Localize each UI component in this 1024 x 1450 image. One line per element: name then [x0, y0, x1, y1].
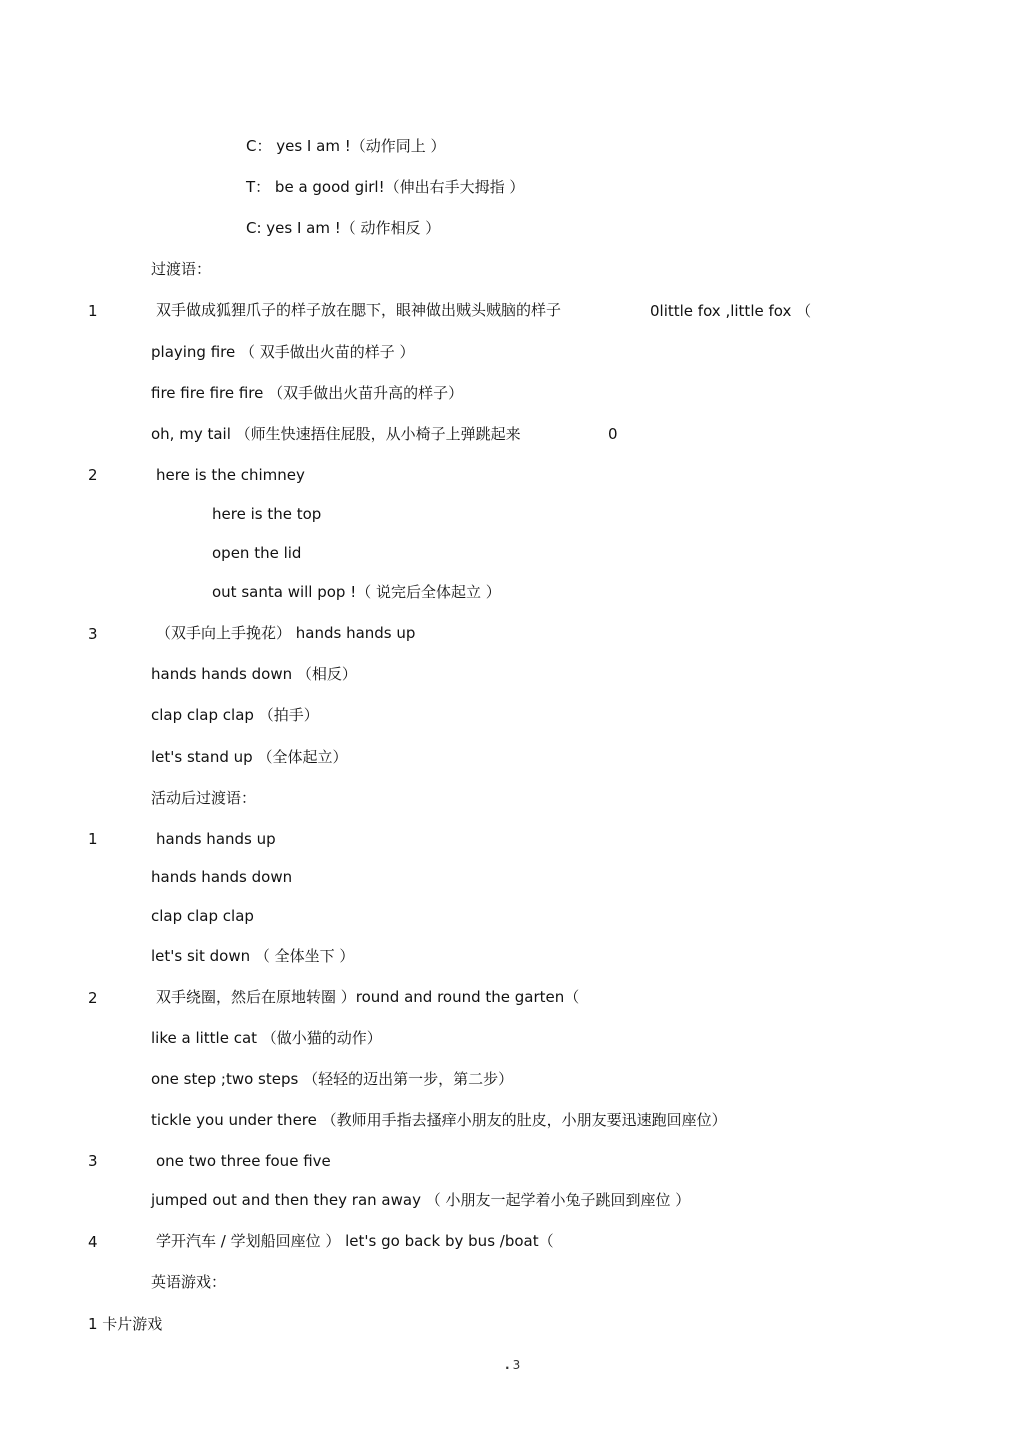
list-item-text: 双手绕圈，然后在原地转圈 ）round and round the garten（ [156, 988, 580, 1006]
list-item-text: playing fire （ 双手做出火苗的样子 ） [151, 343, 415, 361]
list-item-text: jumped out and then they ran away （ 小朋友一起学着小兔子跳回到座位 ） [151, 1191, 691, 1209]
page-dot: . [505, 1358, 510, 1372]
list-item-text: hands hands down [151, 868, 293, 886]
item-number-1: 1 [88, 830, 98, 848]
section-heading-transition: 过渡语： [151, 260, 212, 278]
dialogue-line-c-2: C: yes I am !（ 动作相反 ） [246, 219, 441, 237]
list-item-text: 学开汽车 / 学划船回座位 ） let's go back by bus /boat（ [156, 1232, 554, 1250]
dialogue-line-t: T： be a good girl!（伸出右手大拇指 ） [246, 178, 525, 196]
section-heading-english-games: 英语游戏： [151, 1273, 227, 1291]
item-number-3: 3 [88, 625, 98, 643]
list-item-text: one two three foue five [156, 1152, 331, 1170]
list-item-text: hands hands down （相反） [151, 665, 357, 683]
list-item-text: 0 [608, 425, 618, 443]
list-item-text: out santa will pop !（ 说完后全体起立 ） [212, 583, 501, 601]
page-footer [505, 1358, 520, 1372]
list-item-text: fire fire fire fire （双手做出火苗升高的样子） [151, 384, 464, 402]
list-item-text: tickle you under there （教师用手指去搔痒小朋友的肚皮，小朋友要迅速跑回座位） [151, 1111, 727, 1129]
list-item-text: 双手做成狐狸爪子的样子放在腮下，眼神做出贼头贼脑的样子 [156, 301, 562, 319]
list-item-text: one step ;two steps （轻轻的迈出第一步，第二步） [151, 1070, 514, 1088]
item-number-1: 1 [88, 302, 98, 320]
subsection-heading-card-game: 1 卡片游戏 [88, 1315, 163, 1333]
list-item-text: clap clap clap [151, 907, 254, 925]
list-item-text: hands hands up [156, 830, 276, 848]
list-item-text: here is the top [212, 505, 322, 523]
dialogue-line-c-1: C： yes I am !（动作同上 ） [246, 137, 446, 155]
list-item-text: here is the chimney [156, 466, 305, 484]
list-item-text: oh, my tail （师生快速捂住屁股，从小椅子上弹跳起来 [151, 425, 521, 443]
item-number-2: 2 [88, 989, 98, 1007]
item-number-4: 4 [88, 1233, 98, 1251]
section-heading-after-activity: 活动后过渡语： [151, 789, 257, 807]
list-item-text: let's sit down （ 全体坐下 ） [151, 947, 355, 965]
item-number-3: 3 [88, 1152, 98, 1170]
list-item-text: let's stand up （全体起立） [151, 748, 348, 766]
list-item-text: （双手向上手挽花） hands hands up [156, 624, 416, 642]
list-item-text: open the lid [212, 544, 302, 562]
page-number: 3 [512, 1358, 521, 1372]
list-item-text: clap clap clap （拍手） [151, 706, 319, 724]
list-item-text: 0little fox ,little fox （ [650, 302, 812, 320]
item-number-2: 2 [88, 466, 98, 484]
list-item-text: like a little cat （做小猫的动作） [151, 1029, 382, 1047]
